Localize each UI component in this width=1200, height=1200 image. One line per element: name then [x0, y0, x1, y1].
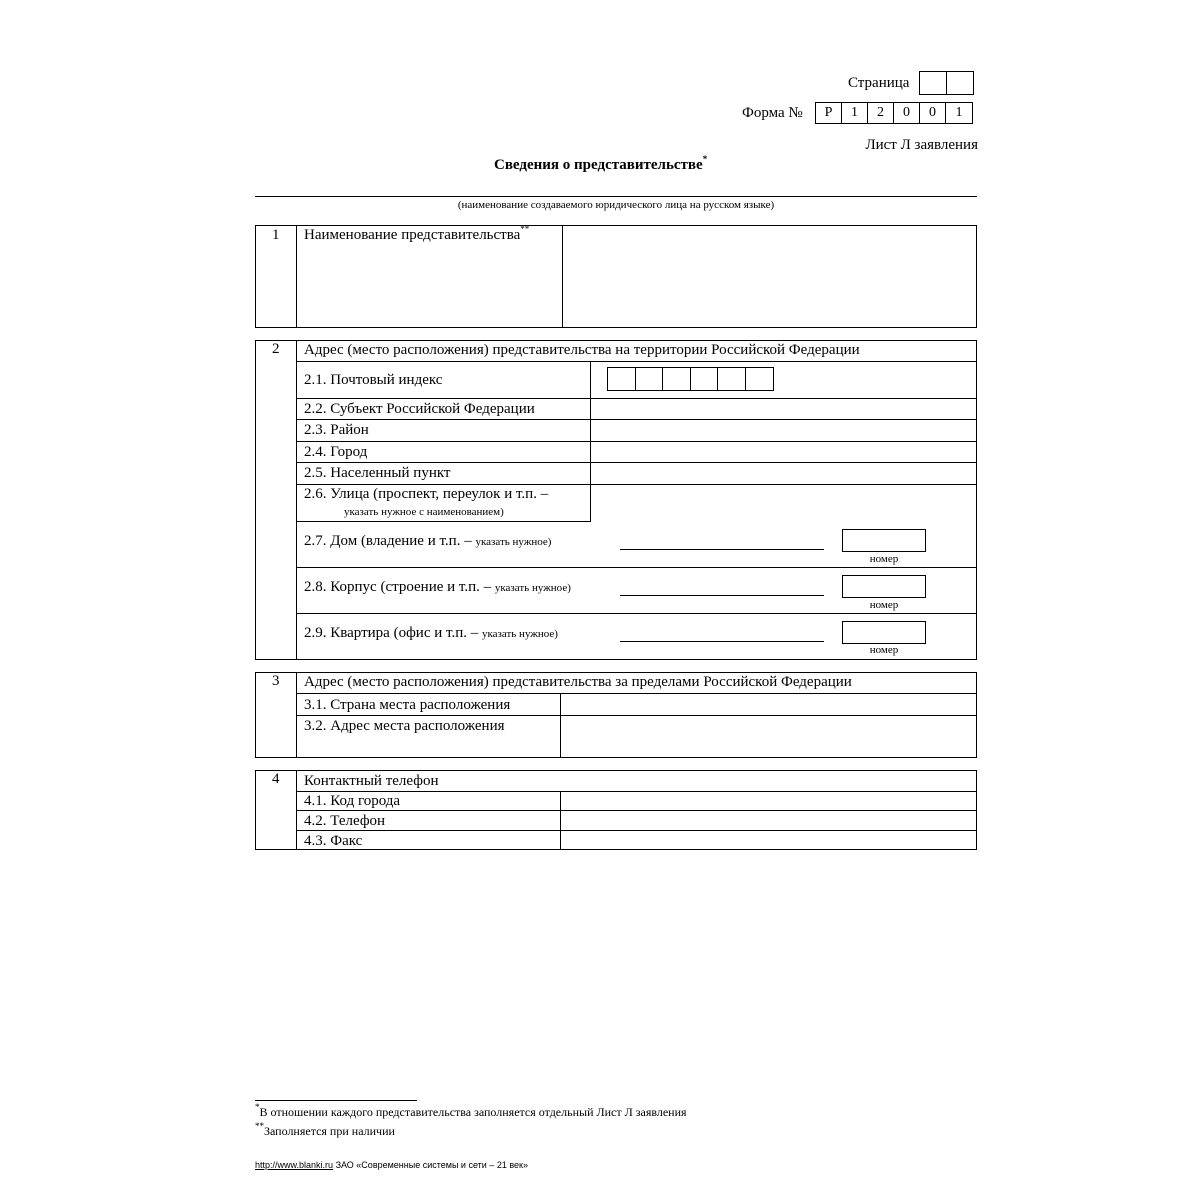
section-4-number: 4: [272, 771, 280, 787]
section-3-title: Адрес (место расположения) представительства за пределами Российской Федерации: [304, 674, 852, 690]
city-field[interactable]: [592, 443, 975, 461]
form-code-cell: 0: [919, 102, 946, 124]
district-label: 2.3. Район: [304, 422, 369, 438]
page-label: Страница: [848, 75, 910, 91]
section-2-number: 2: [272, 341, 280, 357]
footer-link[interactable]: http://www.blanki.ru: [255, 1160, 334, 1170]
apartment-number-caption: номер: [869, 644, 899, 656]
phone-field[interactable]: [562, 812, 975, 829]
building-number-box[interactable]: [842, 575, 926, 598]
footer-company: ЗАО «Современные системы и сети – 21 век»: [335, 1160, 528, 1170]
form-code-cell: 2: [867, 102, 894, 124]
section-4-title: Контактный телефон: [304, 773, 439, 789]
footnote-2: **Заполняется при наличии: [255, 1121, 395, 1138]
apartment-label: 2.9. Квартира (офис и т.п. – указать нужное): [304, 625, 558, 641]
representative-name-field[interactable]: [564, 227, 975, 326]
postal-code-label: 2.1. Почтовый индекс: [304, 372, 443, 388]
house-number-caption: номер: [869, 553, 899, 565]
country-label: 3.1. Страна места расположения: [304, 697, 511, 713]
page-title: Сведения о представительстве*: [494, 154, 708, 173]
postal-code-digit[interactable]: [607, 367, 636, 391]
house-number-box[interactable]: [842, 529, 926, 552]
foreign-address-field[interactable]: [562, 717, 975, 756]
page-number-box-1[interactable]: [919, 71, 947, 95]
postal-code-digit[interactable]: [745, 367, 774, 391]
footnote-1: *В отношении каждого представительства заполняется отдельный Лист Л заявления: [255, 1102, 687, 1119]
form-code-cell: 1: [841, 102, 868, 124]
house-type-line[interactable]: [620, 549, 824, 550]
city-code-field[interactable]: [562, 793, 975, 809]
building-type-line[interactable]: [620, 595, 824, 596]
foreign-address-label: 3.2. Адрес места расположения: [304, 718, 505, 734]
apartment-number-box[interactable]: [842, 621, 926, 644]
sheet-label: Лист Л заявления: [865, 137, 978, 153]
phone-label: 4.2. Телефон: [304, 813, 386, 829]
building-number-caption: номер: [869, 599, 899, 611]
fax-label: 4.3. Факс: [304, 833, 363, 849]
house-label: 2.7. Дом (владение и т.п. – указать нужное): [304, 533, 552, 549]
section-2-title: Адрес (место расположения) представительства на территории Российской Федерации: [304, 342, 860, 358]
apartment-type-line[interactable]: [620, 641, 824, 642]
city-code-label: 4.1. Код города: [304, 793, 401, 809]
fax-field[interactable]: [562, 832, 975, 848]
street-label: 2.6. Улица (проспект, переулок и т.п. –: [304, 486, 549, 502]
postal-code-digit[interactable]: [662, 367, 691, 391]
page-number-box-2[interactable]: [946, 71, 974, 95]
form-code-cell: 1: [945, 102, 973, 124]
postal-code-digit[interactable]: [717, 367, 746, 391]
street-note: указать нужное с наименованием): [344, 506, 504, 518]
building-label: 2.8. Корпус (строение и т.п. – указать нужное): [304, 579, 571, 595]
section-3-number: 3: [272, 673, 280, 689]
form-code-cell: Р: [815, 102, 842, 124]
country-field[interactable]: [562, 695, 975, 714]
legal-name-line[interactable]: [255, 196, 977, 197]
footnote-separator: [255, 1100, 417, 1101]
section-1-number: 1: [272, 227, 280, 243]
postal-code-digit[interactable]: [690, 367, 718, 391]
section-1-label: Наименование представительства**: [304, 224, 530, 243]
legal-name-caption: (наименование создаваемого юридического лица на русском языке): [457, 199, 775, 211]
locality-field[interactable]: [592, 464, 975, 483]
locality-label: 2.5. Населенный пункт: [304, 465, 451, 481]
street-field[interactable]: [592, 486, 975, 520]
subject-label: 2.2. Субъект Российской Федерации: [304, 401, 535, 417]
footer: [255, 1160, 528, 1170]
district-field[interactable]: [592, 421, 975, 440]
form-label: Форма №: [742, 105, 803, 121]
city-label: 2.4. Город: [304, 444, 368, 460]
postal-code-digit[interactable]: [635, 367, 663, 391]
form-code-cell: 0: [893, 102, 920, 124]
subject-field[interactable]: [592, 400, 975, 418]
